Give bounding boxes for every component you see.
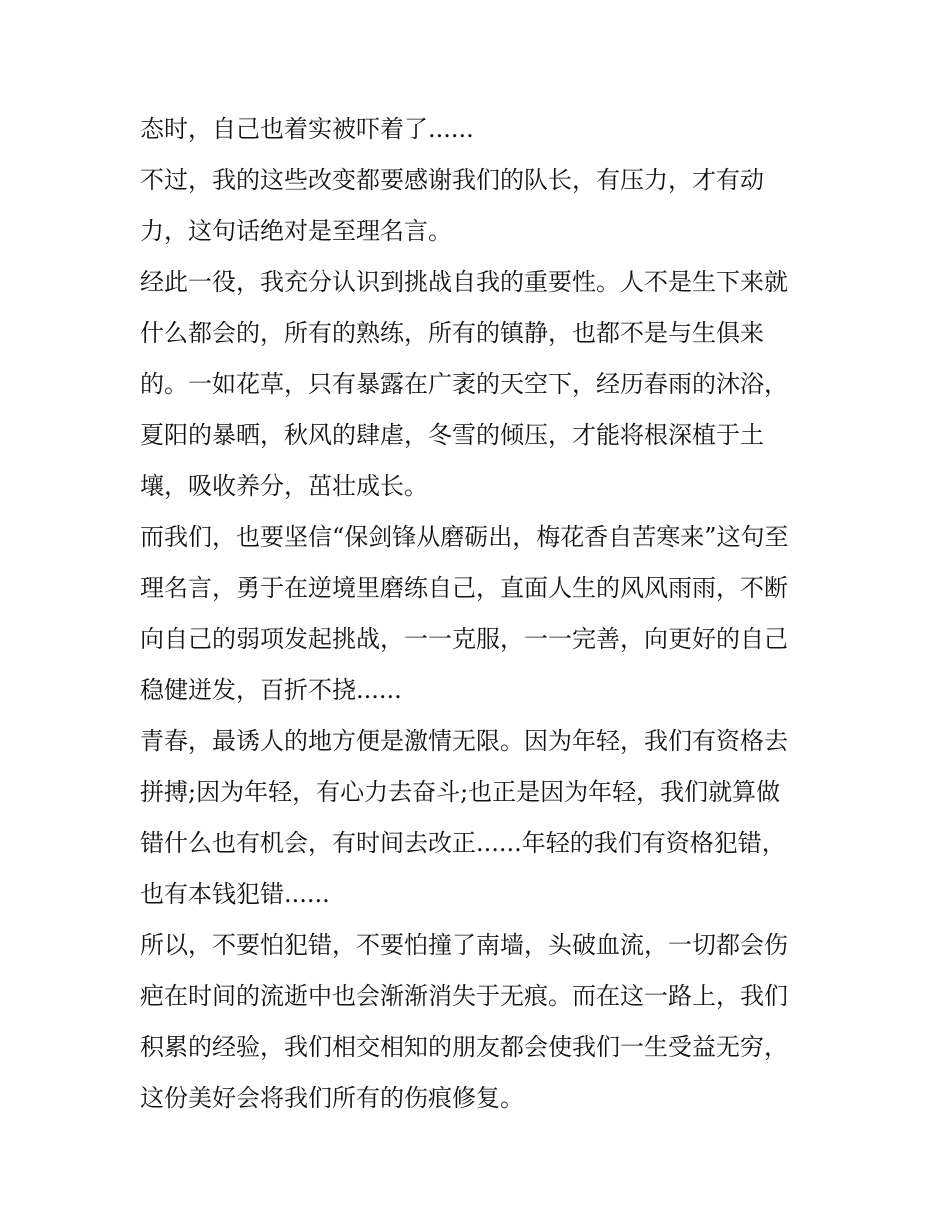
text-line: 理名言，勇于在逆境里磨练自己，直面人生的风风雨雨，不断 (140, 574, 788, 602)
text-line: 态时，自己也着实被吓着了...... (140, 115, 474, 143)
text-line: 也有本钱犯错...... (140, 880, 330, 908)
text-line: 拼搏;因为年轻，有心力去奋斗;也正是因为年轻，我们就算做 (140, 778, 781, 806)
text-line: 的。一如花草，只有暴露在广袤的天空下，经历春雨的沐浴， (140, 370, 788, 398)
text-line: 壤，吸收养分，茁壮成长。 (140, 472, 428, 500)
text-line: 青春，最诱人的地方便是激情无限。因为年轻，我们有资格去 (140, 727, 788, 755)
text-line: 这份美好会将我们所有的伤痕修复。 (140, 1084, 524, 1112)
text-line: 疤在时间的流逝中也会渐渐消失于无痕。而在这一路上，我们 (140, 982, 788, 1010)
text-line: 经此一役，我充分认识到挑战自我的重要性。人不是生下来就 (140, 268, 788, 296)
text-line: 什么都会的，所有的熟练，所有的镇静，也都不是与生俱来 (140, 319, 764, 347)
text-line: 力，这句话绝对是至理名言。 (140, 217, 452, 245)
document-body (140, 104, 820, 1124)
text-line: 稳健迸发，百折不挠...... (140, 676, 402, 704)
text-line: 所以，不要怕犯错，不要怕撞了南墙，头破血流，一切都会伤 (140, 931, 788, 959)
text-line: 而我们，也要坚信“保剑锋从磨砺出，梅花香自苦寒来”这句至 (140, 523, 789, 551)
text-line: 积累的经验，我们相交相知的朋友都会使我们一生受益无穷， (140, 1033, 788, 1061)
text-line: 夏阳的暴晒，秋风的肆虐，冬雪的倾压，才能将根深植于土 (140, 421, 764, 449)
text-line: 向自己的弱项发起挑战，一一克服，一一完善，向更好的自己 (140, 625, 788, 653)
text-line: 不过，我的这些改变都要感谢我们的队长，有压力，才有动 (140, 166, 764, 194)
text-line: 错什么也有机会，有时间去改正......年轻的我们有资格犯错， (140, 829, 786, 857)
